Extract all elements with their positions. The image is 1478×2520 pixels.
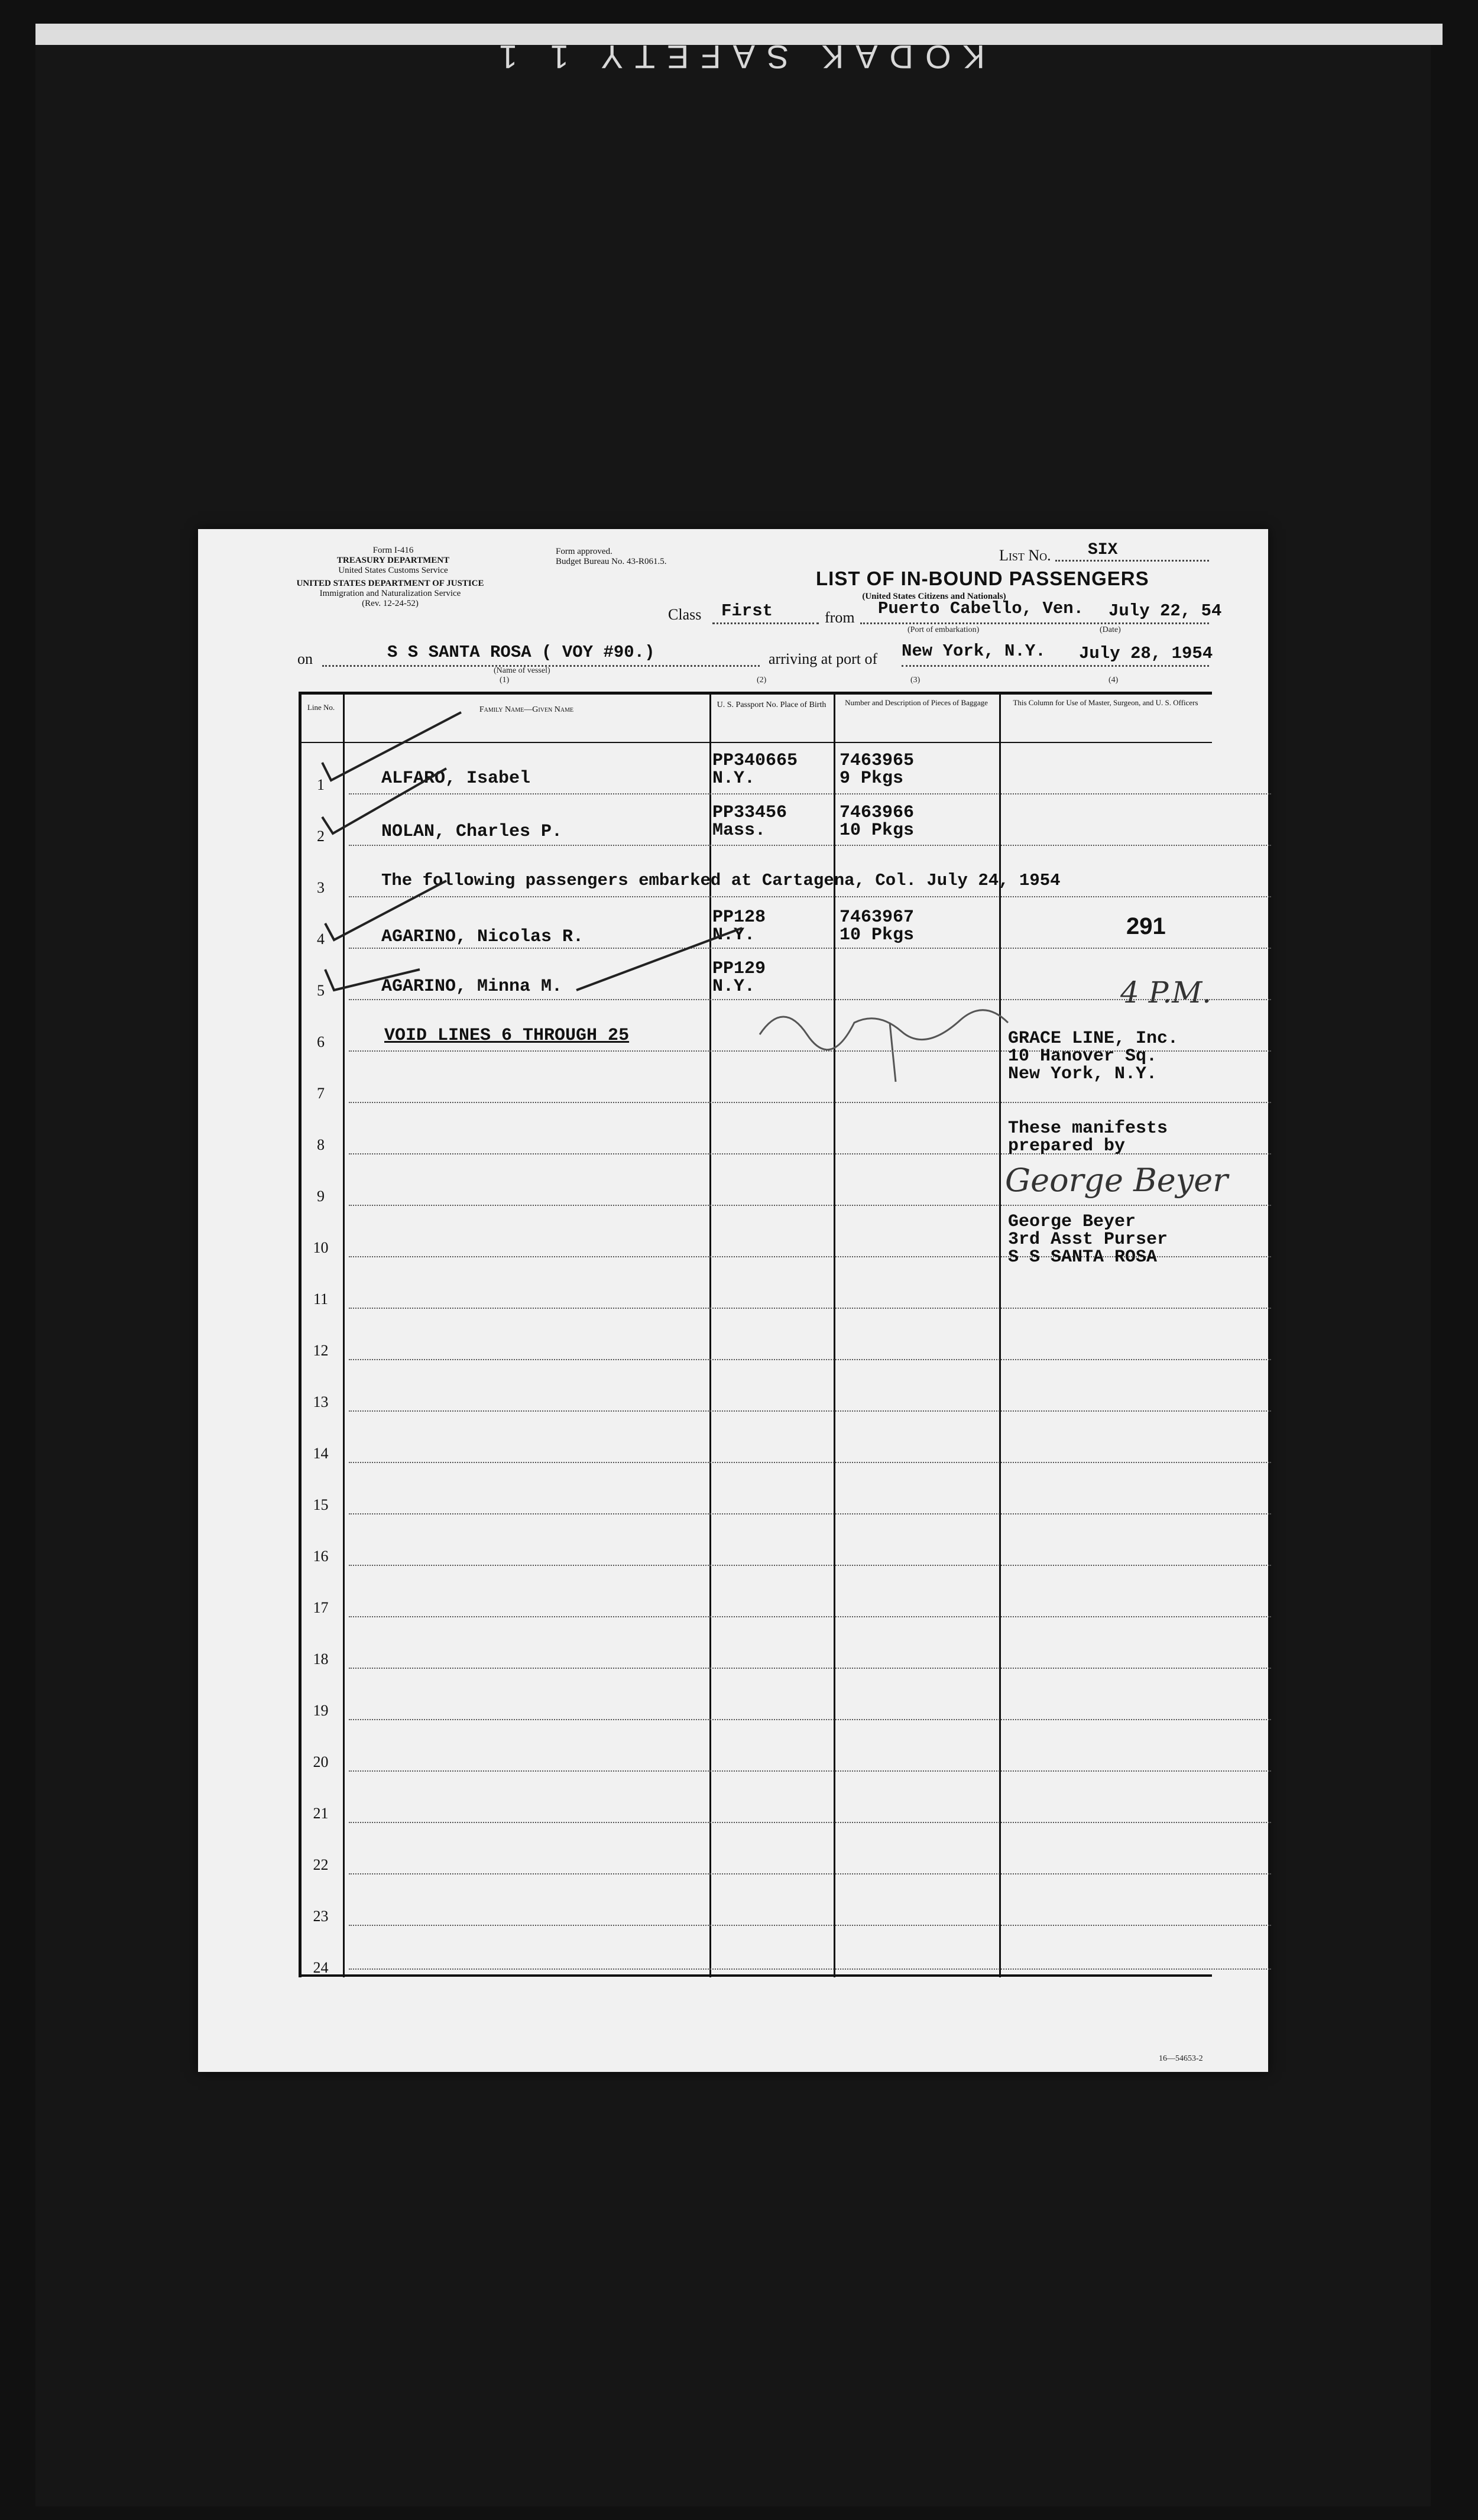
passport-number: PP129 <box>712 959 766 979</box>
list-no-value: SIX <box>1088 541 1118 559</box>
class-value: First <box>721 601 773 621</box>
baggage-pieces: 9 Pkgs <box>840 768 904 789</box>
embarkation-note: The following passengers embarked at Cartagena, Col. July 24, 1954 <box>381 871 1061 890</box>
line-number: 12 <box>313 1342 329 1359</box>
row-rule <box>349 1565 1271 1566</box>
header-line-no: Line No. <box>307 703 335 712</box>
passport-number: PP128 <box>712 907 766 927</box>
company-city: New York, N.Y. <box>1008 1064 1158 1084</box>
vessel-name: S S SANTA ROSA ( VOY #90.) <box>387 643 655 662</box>
header-name: Family Name—Given Name <box>479 705 574 714</box>
form-subtitle: (United States Citizens and Nationals) <box>862 592 1006 601</box>
row-rule <box>349 1873 1271 1874</box>
col-caption-1: (1) <box>500 676 510 685</box>
from-date: July 22, 54 <box>1108 601 1222 621</box>
line-number: 17 <box>313 1599 329 1616</box>
row-rule <box>349 1968 1271 1970</box>
port-embark-caption: (Port of embarkation) <box>907 625 980 634</box>
row-rule <box>349 1822 1271 1823</box>
line-number: 10 <box>313 1239 329 1256</box>
form-approved: Form approved. <box>556 547 612 556</box>
handwritten-marks <box>299 692 1212 1105</box>
line-number: 14 <box>313 1445 329 1462</box>
line-number: 20 <box>313 1753 329 1770</box>
line-number: 1 <box>317 776 325 793</box>
strike-line <box>576 928 742 990</box>
row-rule <box>349 1770 1271 1772</box>
line-number: 8 <box>317 1136 325 1153</box>
col-caption-4: (4) <box>1108 676 1119 685</box>
arriving-line <box>902 665 1209 667</box>
line-number: 15 <box>313 1496 329 1513</box>
purser-title: 3rd Asst Purser <box>1008 1230 1168 1250</box>
on-label: on <box>297 650 313 667</box>
ins-service: Immigration and Naturalization Service <box>319 589 461 598</box>
treasury-dept: TREASURY DEPARTMENT <box>336 556 450 565</box>
table-bottom-border <box>299 1974 1212 1977</box>
passenger-name: AGARINO, Minna M. <box>381 977 563 997</box>
line-number: 11 <box>313 1290 329 1308</box>
form-number: Form I-416 <box>372 546 414 555</box>
row-rule <box>349 1513 1271 1514</box>
header-passport: U. S. Passport No. Place of Birth <box>717 700 826 709</box>
row-rule <box>349 1153 1271 1154</box>
arriving-date: July 28, 1954 <box>1079 644 1213 663</box>
handwritten-scrawl <box>760 1010 1008 1050</box>
class-label: Class <box>668 606 702 623</box>
company-address: 10 Hanover Sq. <box>1008 1046 1158 1066</box>
justice-dept: UNITED STATES DEPARTMENT OF JUSTICE <box>296 579 484 588</box>
line-number: 22 <box>313 1856 329 1873</box>
line-number: 4 <box>317 930 325 948</box>
baggage-number: 7463966 <box>840 803 915 823</box>
company-name: GRACE LINE, Inc. <box>1008 1029 1179 1049</box>
row-rule <box>349 1668 1271 1669</box>
baggage-pieces: 10 Pkgs <box>840 820 915 841</box>
officer-stamp-number: 291 <box>1126 913 1166 939</box>
row-rule <box>349 1359 1271 1360</box>
purser-ship: S S SANTA ROSA <box>1008 1247 1158 1267</box>
class-line <box>712 622 819 624</box>
baggage-pieces: 10 Pkgs <box>840 925 915 945</box>
signature: George Beyer <box>1005 1162 1229 1199</box>
passport-number: PP340665 <box>712 751 798 771</box>
place-of-birth: N.Y. <box>712 768 756 789</box>
handwritten-scrawl <box>890 1023 896 1082</box>
vessel-caption: (Name of vessel) <box>494 666 550 675</box>
customs-service: United States Customs Service <box>338 566 448 575</box>
line-number: 5 <box>317 982 325 999</box>
row-rule <box>349 1308 1271 1309</box>
place-of-birth: N.Y. <box>712 977 756 997</box>
line-number: 6 <box>317 1033 325 1050</box>
from-line <box>860 622 1209 624</box>
date-caption: (Date) <box>1100 625 1121 634</box>
header-baggage: Number and Description of Pieces of Baggage <box>845 698 988 707</box>
line-number: 2 <box>317 828 325 845</box>
line-number: 3 <box>317 879 325 896</box>
footer-code: 16—54653-2 <box>1159 2054 1203 2063</box>
time-note: 4 P.M. <box>1120 975 1212 1010</box>
line-number: 21 <box>313 1805 329 1822</box>
manifest-form <box>198 529 1268 2072</box>
place-of-birth: Mass. <box>712 820 766 841</box>
purser-name: George Beyer <box>1008 1212 1136 1232</box>
baggage-number: 7463967 <box>840 907 915 927</box>
passenger-table <box>299 692 1229 1977</box>
prepared-note: These manifests <box>1008 1118 1168 1139</box>
baggage-number: 7463965 <box>840 751 915 771</box>
from-port: Puerto Cabello, Ven. <box>878 599 1084 618</box>
list-no-line <box>1055 560 1209 562</box>
col-caption-2: (2) <box>757 676 767 685</box>
row-rule <box>349 1205 1271 1206</box>
prepared-by: prepared by <box>1008 1136 1126 1156</box>
check-mark <box>325 969 420 990</box>
arriving-port: New York, N.Y. <box>902 641 1046 661</box>
row-rule <box>349 1616 1271 1617</box>
line-number: 23 <box>313 1908 329 1925</box>
row-rule <box>349 1462 1271 1463</box>
check-mark <box>322 712 461 780</box>
void-notice: VOID LINES 6 THROUGH 25 <box>384 1026 630 1046</box>
place-of-birth: N.Y. <box>712 925 756 945</box>
revision-date: (Rev. 12-24-52) <box>362 599 419 608</box>
row-rule <box>349 1719 1271 1720</box>
from-label: from <box>825 609 855 626</box>
line-number: 13 <box>313 1393 329 1410</box>
arriving-label: arriving at port of <box>769 650 878 667</box>
list-no-label: List No. <box>999 547 1051 564</box>
film-edge-label: KODAK SAFETY 1 1 <box>487 38 985 76</box>
line-number: 7 <box>317 1085 325 1102</box>
line-number: 9 <box>317 1188 325 1205</box>
check-mark <box>325 881 446 940</box>
budget-bureau: Budget Bureau No. 43-R061.5. <box>556 557 667 566</box>
line-number: 19 <box>313 1702 329 1719</box>
check-mark <box>322 768 446 833</box>
line-number: 24 <box>313 1959 329 1976</box>
line-number: 18 <box>313 1650 329 1668</box>
passenger-name: AGARINO, Nicolas R. <box>381 927 584 947</box>
passenger-name: NOLAN, Charles P. <box>381 822 563 842</box>
passport-number: PP33456 <box>712 803 787 823</box>
row-rule <box>349 1925 1271 1926</box>
col-caption-3: (3) <box>910 676 920 685</box>
header-officers: This Column for Use of Master, Surgeon, and U. S. Officers <box>1013 698 1198 707</box>
row-rule <box>349 1410 1271 1412</box>
passenger-name: ALFARO, Isabel <box>381 768 531 789</box>
form-title: LIST OF IN-BOUND PASSENGERS <box>816 567 1149 589</box>
line-number: 16 <box>313 1548 329 1565</box>
